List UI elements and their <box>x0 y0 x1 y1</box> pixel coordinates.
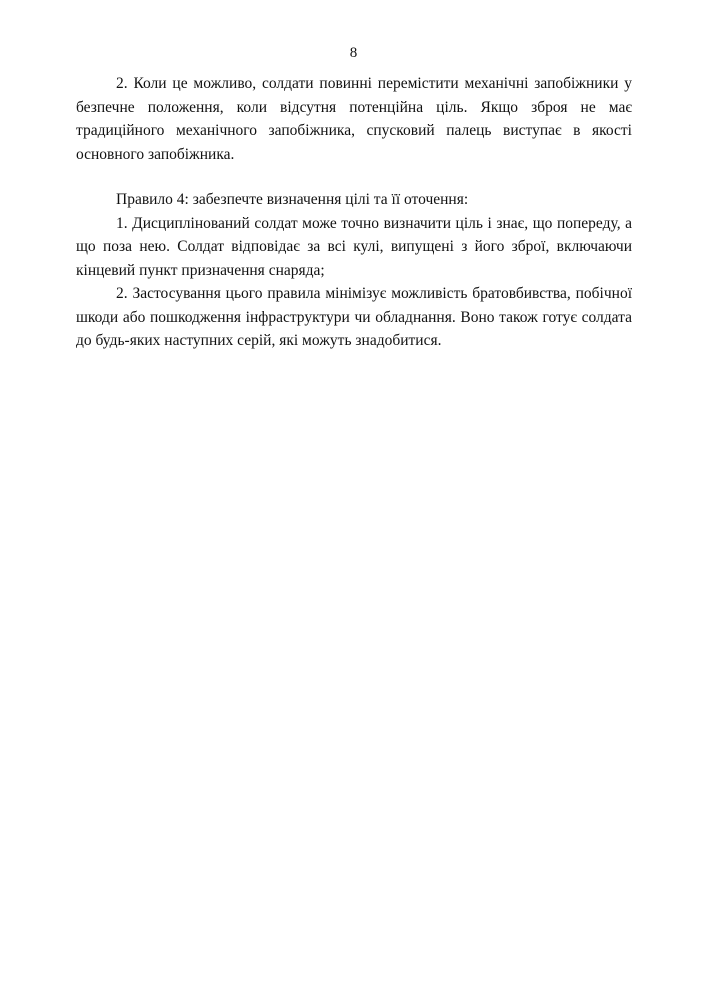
paragraph-rule4-point1: 1. Дисциплінований солдат може точно визначити ціль і знає, що попереду, а що поза нею. Солдат відповідає за всі кулі, випущені з його зброї, включаючи кінцевий пункт призначення снаряда; <box>76 214 632 279</box>
page-number: 8 <box>349 45 358 61</box>
rule-4-heading: Правило 4: забезпечте визначення цілі та її оточення: <box>116 191 469 208</box>
paragraph-rule4-point2: 2. Застосування цього правила мінімізує можливість братовбивства, побічної шкоди або пошкодження інфраструктури чи обладнання. Воно також готує солдата до будь-яких наступних серій, які можуть знадобитися. <box>76 285 632 349</box>
paragraph-rule3-point2: 2. Коли це можливо, солдати повинні перемістити механічні запобіжники у безпечне положення, коли відсутня потенційна ціль. Якщо зброя не має традиційного механічного запобіжника, спусковий палець виступає в якості основного запобіжника. <box>76 75 632 163</box>
document-body <box>76 72 632 353</box>
